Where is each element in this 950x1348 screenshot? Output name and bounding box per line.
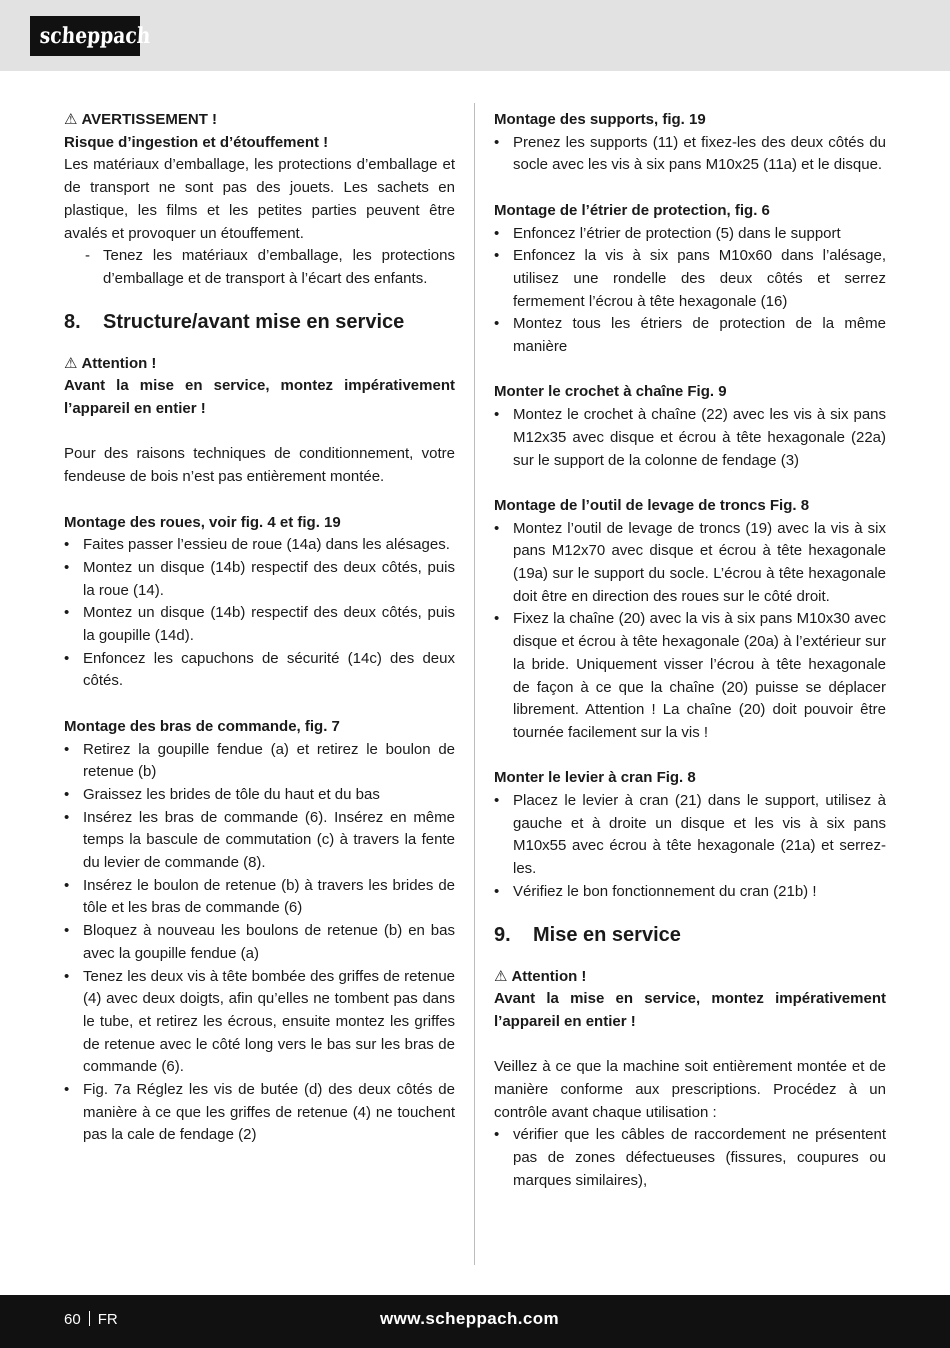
warning-text: Les matériaux d’emballage, les protections d’emballage et de transport ne sont pas des jouets. Les sachets en plastique, les films et les petites parties peuvent être avalés et provoquer un étouffement. [64, 156, 455, 242]
warning-heading: ⚠ AVERTISSEMENT ! [64, 109, 455, 132]
levier-list [494, 790, 886, 904]
list-item: • Montez tous les étriers de protection de la même manière [494, 313, 886, 358]
language-code: FR [97, 1311, 118, 1328]
page-header [0, 0, 950, 71]
attention-text: Avant la mise en service, montez impérativement l’appareil en entier ! [64, 377, 455, 418]
list-item: • Montez un disque (14b) respectif des deux côtés, puis la roue (14). [64, 557, 455, 602]
scheppach-logo: scheppach [30, 16, 140, 56]
list-item: • Retirez la goupille fendue (a) et retirez le boulon de retenue (b) [64, 739, 455, 784]
bras-title: Montage des bras de commande, fig. 7 [64, 717, 340, 735]
list-item: • Vérifiez le bon fonctionnement du cran (21b) ! [494, 881, 886, 904]
crochet-title: Monter le crochet à chaîne Fig. 9 [494, 383, 727, 401]
attention-heading: ⚠ Attention ! [64, 353, 455, 376]
list-item: • Enfoncez l’étrier de protection (5) dans le support [494, 223, 886, 246]
intro-text: Veillez à ce que la machine soit entièrement montée et de manière conforme aux prescriptions. Procédez à un contrôle avant chaque utilisation : [494, 1058, 886, 1121]
attention-heading: ⚠ Attention ! [494, 966, 886, 989]
outil-list [494, 518, 886, 745]
page-number: 60 FR [64, 1311, 118, 1328]
supports-list [494, 132, 886, 177]
supports-title: Montage des supports, fig. 19 [494, 111, 706, 128]
warning-dash-list [64, 245, 455, 290]
column-divider [474, 103, 475, 1265]
attention-text: Avant la mise en service, montez impérativement l’appareil en entier ! [494, 990, 886, 1030]
list-item: • Fixez la chaîne (20) avec la vis à six pans M10x30 avec disque et écrou à tête hexagonale (20a) à l’extérieur sur la bride. Uniquement visser l’écrou à tête hexagonale de façon à ce que la chaîne (20) puisse se déplacer librement. Attention ! La chaîne (20) doit pouvoir être tournée facilement sur la vis ! [494, 608, 886, 744]
warning-triangle-icon: ⚠ [64, 111, 78, 128]
list-item: • Montez un disque (14b) respectif des deux côtés, puis la goupille (14d). [64, 602, 455, 647]
outil-title: Montage de l’outil de levage de troncs Fig. 8 [494, 496, 810, 514]
list-item: • Faites passer l’essieu de roue (14a) dans les alésages. [64, 534, 455, 557]
warning-subtitle: Risque d’ingestion et d’étouffement ! [64, 133, 329, 151]
list-item: • Insérez le boulon de retenue (b) à travers les brides de tôle et les bras de commande (6) [64, 875, 455, 920]
list-item: • Enfoncez les capuchons de sécurité (14c) des deux côtés. [64, 648, 455, 693]
left-column [64, 109, 455, 1147]
list-item: • Enfoncez la vis à six pans M10x60 dans l’alésage, utilisez une rondelle des deux côtés et serrez fermement l’écrou à tête hexagonale (16) [494, 245, 886, 313]
footer-separator [89, 1311, 90, 1326]
list-item: • Montez le crochet à chaîne (22) avec les vis à six pans M12x35 avec disque et écrou à tête hexagonale (22a) sur le support de la colonne de fendage (3) [494, 404, 886, 472]
warning-triangle-icon: ⚠ [494, 967, 508, 985]
section-heading-8: 8. Structure/avant mise en service [64, 310, 405, 333]
crochet-list [494, 404, 886, 472]
check-list [494, 1124, 886, 1192]
list-item: • Graissez les brides de tôle du haut et du bas [64, 784, 455, 807]
list-item: • vérifier que les câbles de raccordement ne présentent pas de zones défectueuses (fissures, coupures ou marques similaires), [494, 1124, 886, 1192]
list-item: - Tenez les matériaux d’emballage, les protections d’emballage et de transport à l’écart des enfants. [64, 245, 455, 290]
list-item: • Fig. 7a Réglez les vis de butée (d) des deux côtés de manière à ce que les griffes de retenue (4) ne touchent pas la cale de fendage (2) [64, 1079, 455, 1147]
section-heading-9: 9. Mise en service [494, 923, 681, 946]
roues-list [64, 534, 455, 693]
list-item: • Bloquez à nouveau les boulons de retenue (b) en bas avec la goupille fendue (a) [64, 920, 455, 965]
warning-triangle-icon: ⚠ [64, 354, 78, 372]
website-link[interactable]: www.scheppach.com [380, 1309, 560, 1328]
intro-text: Pour des raisons techniques de conditionnement, votre fendeuse de bois n’est pas entièrement montée. [64, 445, 455, 486]
list-item: • Placez le levier à cran (21) dans le support, utilisez à gauche et à droite un disque et les vis à six pans M10x55 avec écrou à tête hexagonale (21a) et serrez-les. [494, 790, 886, 881]
levier-title: Monter le levier à cran Fig. 8 [494, 769, 696, 787]
list-item: • Insérez les bras de commande (6). Insérez en même temps la bascule de commutation (c) à travers la fente du levier de commande (8). [64, 807, 455, 875]
right-column [494, 109, 886, 1193]
bras-list [64, 739, 455, 1148]
list-item: • Tenez les deux vis à tête bombée des griffes de retenue (4) avec deux doigts, afin qu’elles ne tombent pas dans le tube, et retirez les écrous, ensuite montez les griffes de retenue avec le côté long vers le bas sur les bras de commande (6). [64, 966, 455, 1080]
roues-title: Montage des roues, voir fig. 4 et fig. 19 [64, 513, 341, 531]
list-item: • Prenez les supports (11) et fixez-les des deux côtés du socle avec les vis à six pans M10x25 (11a) et le disque. [494, 132, 886, 177]
page-footer [0, 1295, 950, 1348]
list-item: • Montez l’outil de levage de troncs (19) avec la vis à six pans M12x70 avec disque et écrou à tête hexagonale (19a) sur le support du socle. L’écrou à tête hexagonale doit être en direction des roues sur le côté droit. [494, 518, 886, 609]
etrier-list [494, 223, 886, 359]
etrier-title: Montage de l’étrier de protection, fig. 6 [494, 201, 770, 219]
